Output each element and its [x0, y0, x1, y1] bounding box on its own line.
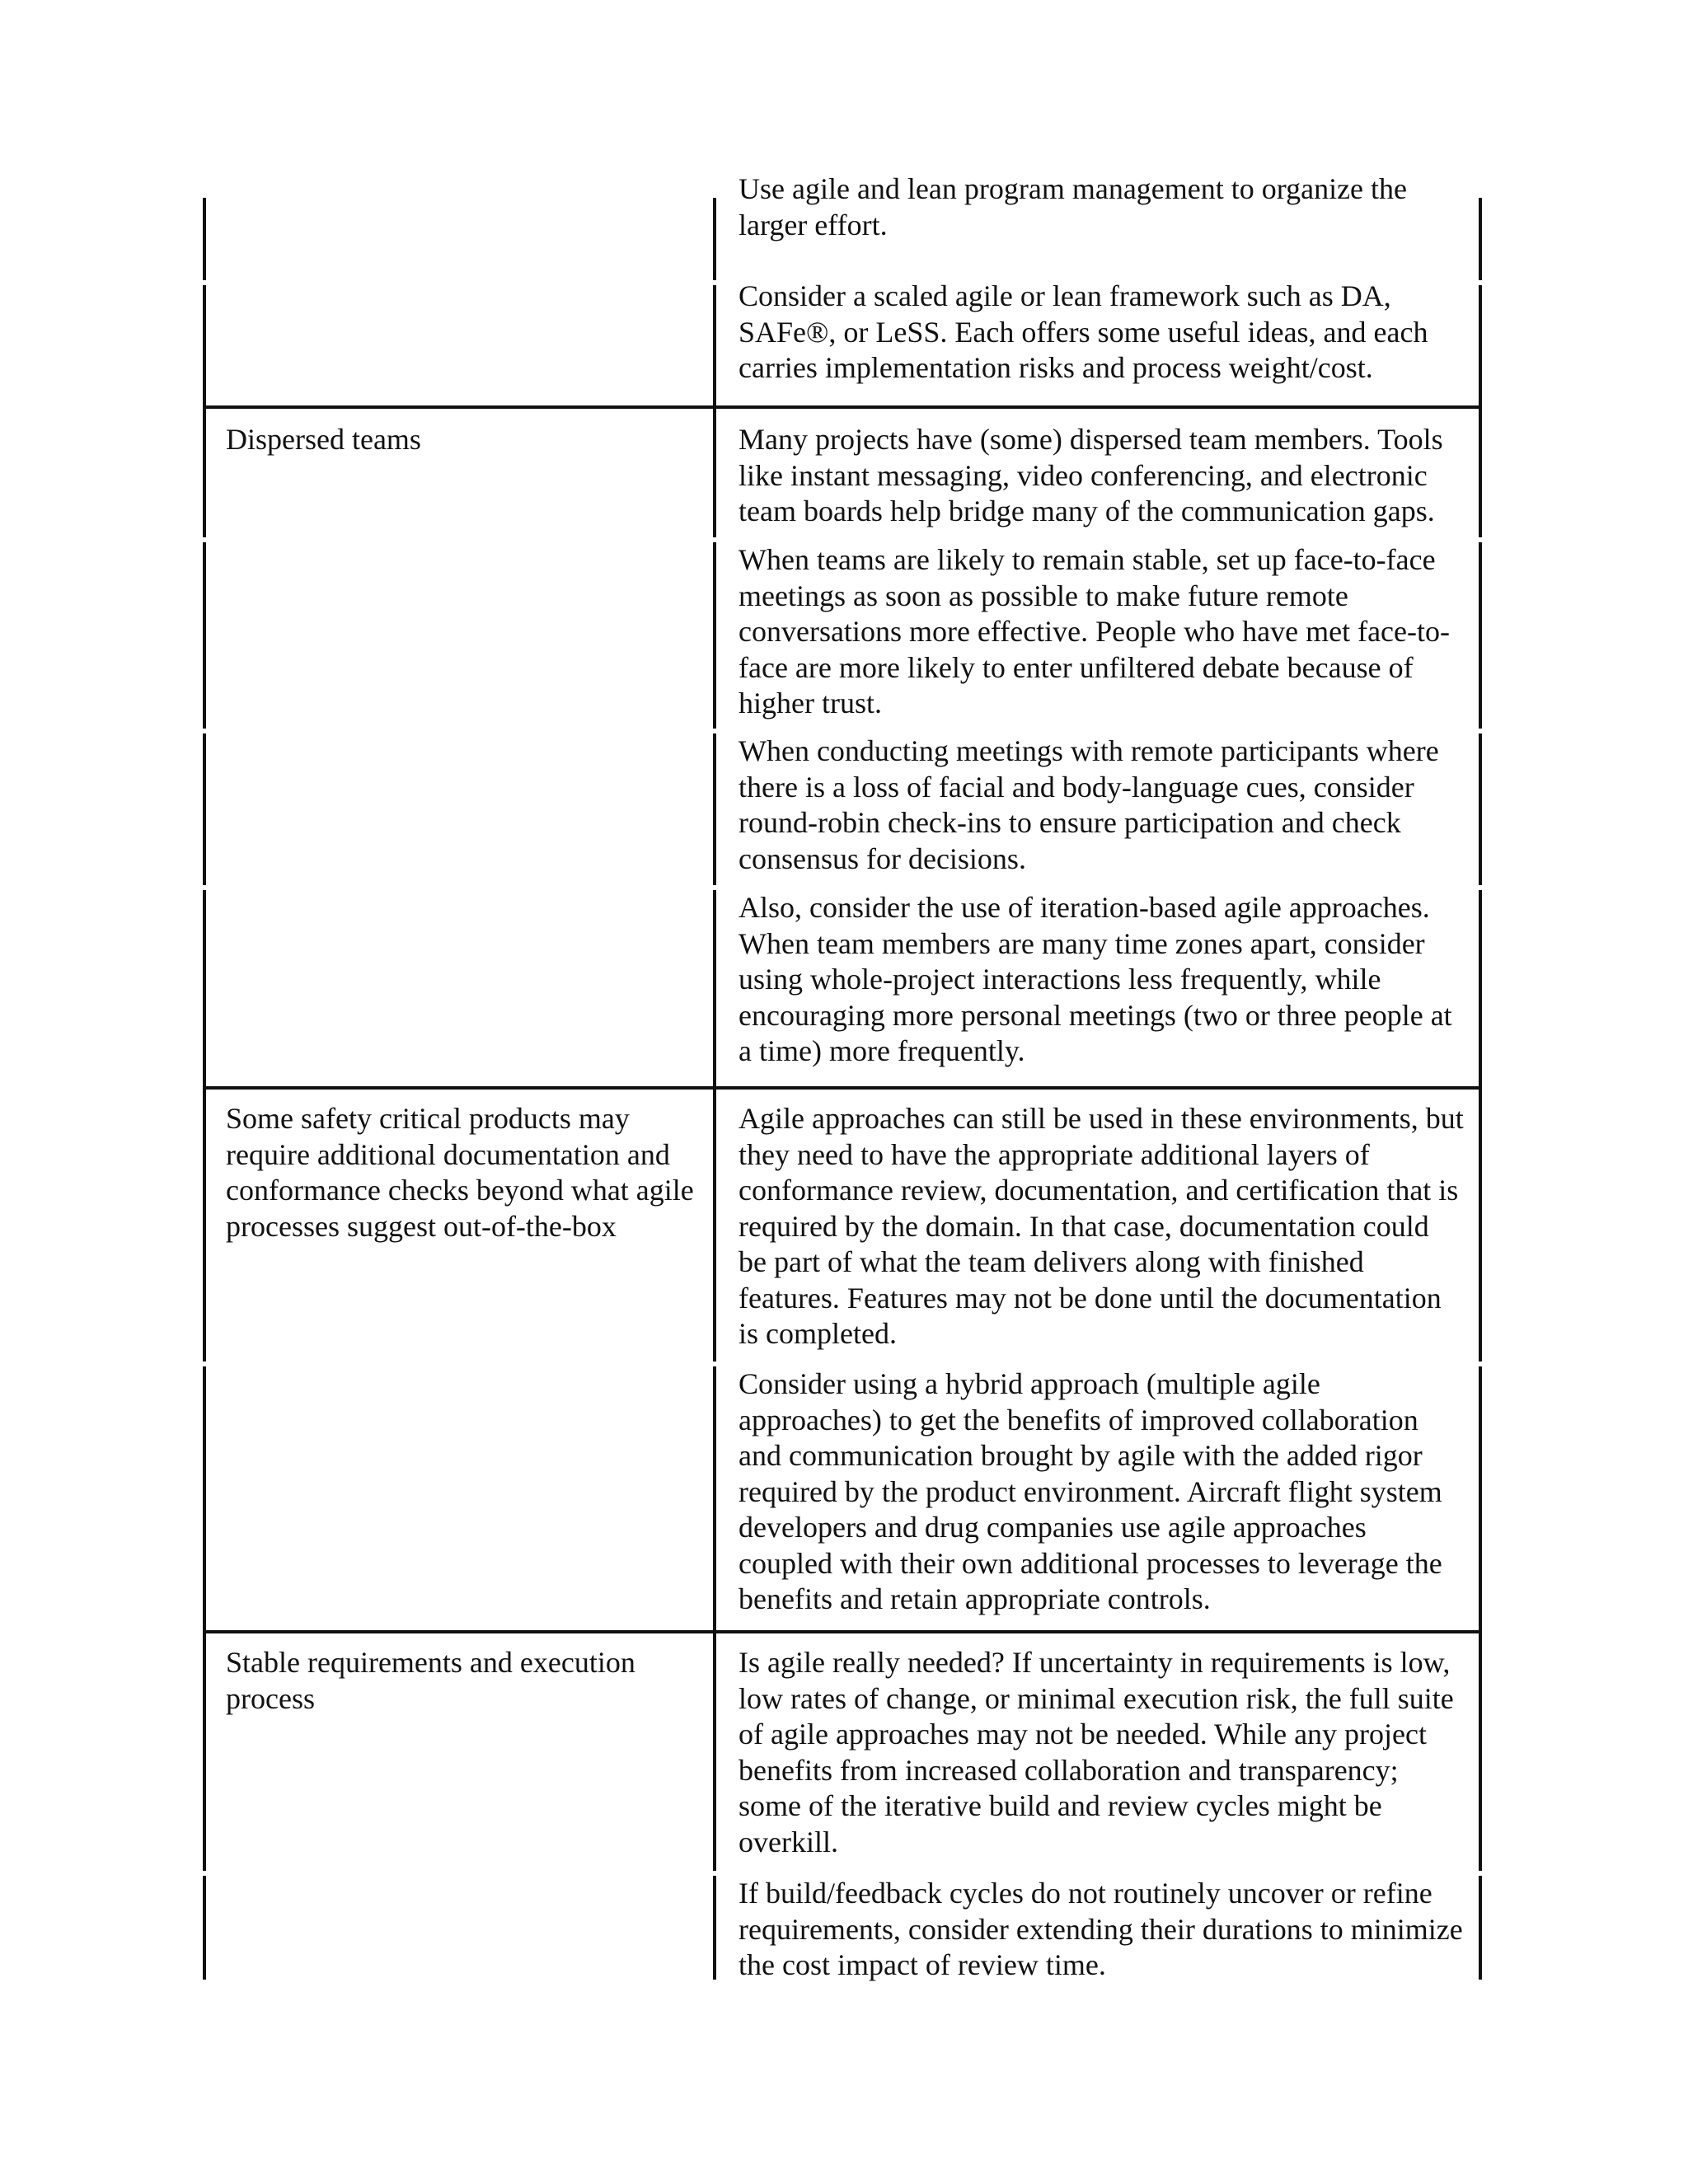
- table-cell-condition: Dispersed teams: [226, 423, 421, 456]
- table-cell-guidance: When teams are likely to remain stable, set up face-to-face meetings as soon as possible to make future remote conversations more effective. People who have met face-to-face are more likely to enter unfiltered debate because of higher trust.: [738, 543, 1450, 719]
- table-excerpt: [0, 172, 1688, 1981]
- table-cell-guidance: Is agile really needed? If uncertainty in requirements is low, low rates of change, or minimal execution risk, the full suite of agile approaches may not be needed. While any project benefits from increased collaboration and transparency; some of the iterative build and review cycles might be overkill.: [738, 1646, 1454, 1858]
- table-cell-guidance: Consider using a hybrid approach (multiple agile approaches) to get the benefits of improved collaboration and communication brought by agile with the added rigor required by the product environment. Aircraft flight system developers and drug companies use agile approaches coupled with their own additional processes to leverage the benefits and retain appropriate controls.: [738, 1367, 1442, 1615]
- table-cell-guidance: Agile approaches can still be used in these environments, but they need to have the appropriate additional layers of conformance review, documentation, and certification that is required by the domain. In that case, documentation could be part of what the team delivers along with finished features. Features may not be done until the documentation is completed.: [738, 1102, 1464, 1350]
- table-cell-condition: Some safety critical products may require additional documentation and conformance checks beyond what agile processes suggest out-of-the-box: [226, 1102, 694, 1243]
- table-cell-condition: Stable requirements and execution process: [226, 1646, 635, 1715]
- table-cell-guidance: Also, consider the use of iteration-based agile approaches. When team members are many time zones apart, consider using whole-project interactions less frequently, while encouraging more personal meetings (two or three people at a time) more frequently.: [738, 891, 1452, 1067]
- table-cell-guidance: If build/feedback cycles do not routinely uncover or refine requirements, consider extending their durations to minimize the cost impact of review time.: [738, 1877, 1463, 1981]
- table-cell-guidance: Consider a scaled agile or lean framework such as DA, SAFe®, or LeSS. Each offers some useful ideas, and each carries implementation risks and process weight/cost.: [738, 279, 1428, 384]
- table-cell-guidance: Many projects have (some) dispersed team members. Tools like instant messaging, video conferencing, and electronic team boards help bridge many of the communication gaps.: [738, 423, 1443, 527]
- row-separator: [203, 1630, 1482, 1633]
- row-separator: [203, 1086, 1482, 1090]
- row-separator: [203, 405, 1482, 409]
- table-cell-guidance: When conducting meetings with remote participants where there is a loss of facial and body-language cues, consider round-robin check-ins to ensure participation and check consensus for decisions.: [738, 734, 1439, 875]
- table-cell-guidance: Use agile and lean program management to organize the larger effort.: [738, 172, 1408, 241]
